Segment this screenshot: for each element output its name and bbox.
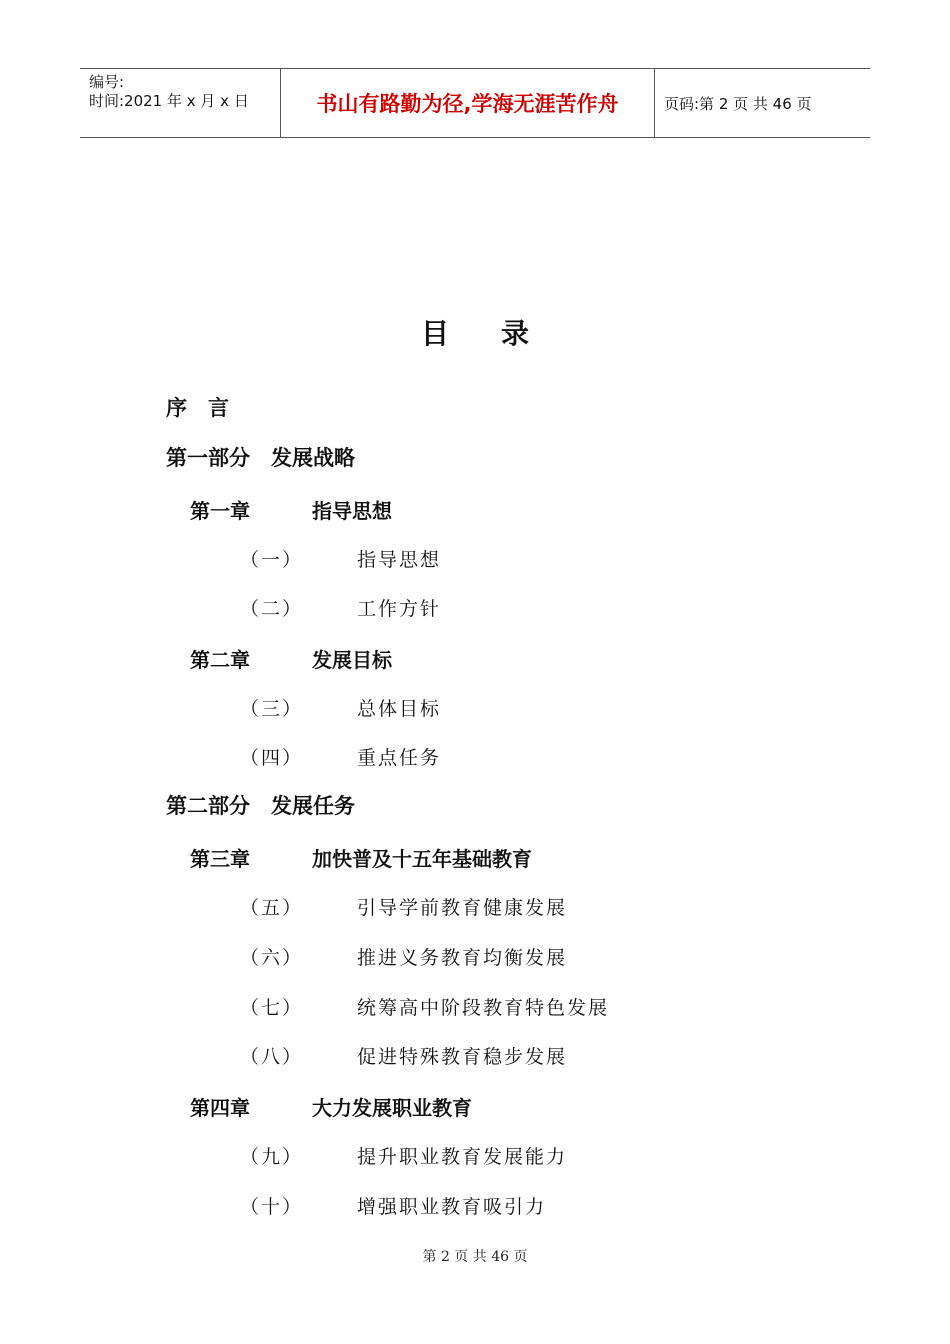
- toc-section-8: [240, 1042, 568, 1069]
- toc-section-2: [240, 594, 442, 621]
- page-header: [80, 68, 870, 138]
- section-number: （三）: [240, 698, 304, 720]
- section-name: 指导思想: [357, 549, 442, 571]
- toc-section-4: [240, 743, 442, 770]
- section-number: （七）: [240, 997, 304, 1019]
- toc-section-1: [240, 545, 442, 572]
- section-number: （四）: [240, 747, 304, 769]
- toc-chapter-1: [190, 495, 392, 524]
- header-page-info: 页码:第 2 页 共 46 页: [664, 94, 812, 113]
- number-label: 编号:: [89, 73, 125, 91]
- chapter-name: 发展目标: [312, 648, 392, 672]
- section-number: （六）: [240, 947, 304, 969]
- title-char-1: 目: [420, 317, 449, 350]
- section-number: （十）: [240, 1196, 304, 1218]
- section-name: 工作方针: [357, 598, 442, 620]
- section-name: 引导学前教育健康发展: [357, 897, 568, 919]
- toc-section-5: [240, 893, 568, 920]
- section-number: （八）: [240, 1046, 304, 1068]
- page-footer: 第 2 页 共 46 页: [422, 1249, 528, 1265]
- chapter-number: 第四章: [190, 1096, 250, 1120]
- section-name: 统筹高中阶段教育特色发展: [357, 997, 610, 1019]
- chapter-name: 指导思想: [312, 499, 392, 523]
- section-number: （二）: [240, 598, 304, 620]
- toc-title: [0, 312, 950, 352]
- title-char-2: 录: [501, 317, 530, 350]
- time-label: 时间:2021 年 x 月 x 日: [89, 92, 249, 110]
- section-name: 提升职业教育发展能力: [357, 1146, 568, 1168]
- section-number: （五）: [240, 897, 304, 919]
- toc-section-9: [240, 1142, 568, 1169]
- chapter-name: 大力发展职业教育: [312, 1096, 472, 1120]
- toc-chapter-4: [190, 1092, 472, 1121]
- toc-chapter-3: [190, 843, 532, 872]
- section-name: 促进特殊教育稳步发展: [357, 1046, 568, 1068]
- section-name: 增强职业教育吸引力: [357, 1196, 547, 1218]
- section-name: 总体目标: [357, 698, 442, 720]
- section-number: （一）: [240, 549, 304, 571]
- section-name: 推进义务教育均衡发展: [357, 947, 568, 969]
- toc-part-2: 第二部分 发展任务: [166, 793, 355, 818]
- chapter-number: 第一章: [190, 499, 250, 523]
- toc-preface: 序 言: [166, 395, 229, 420]
- chapter-number: 第二章: [190, 648, 250, 672]
- toc-section-10: [240, 1192, 547, 1219]
- chapter-name: 加快普及十五年基础教育: [312, 847, 532, 871]
- toc-section-6: [240, 943, 568, 970]
- toc-part-1: 第一部分 发展战略: [166, 445, 355, 470]
- toc-section-3: [240, 694, 442, 721]
- header-meta: [80, 69, 281, 137]
- toc-section-7: [240, 993, 610, 1020]
- section-number: （九）: [240, 1146, 304, 1168]
- section-name: 重点任务: [357, 747, 442, 769]
- toc-chapter-2: [190, 644, 392, 673]
- header-motto: 书山有路勤为径,学海无涯苦作舟: [281, 69, 655, 137]
- chapter-number: 第三章: [190, 847, 250, 871]
